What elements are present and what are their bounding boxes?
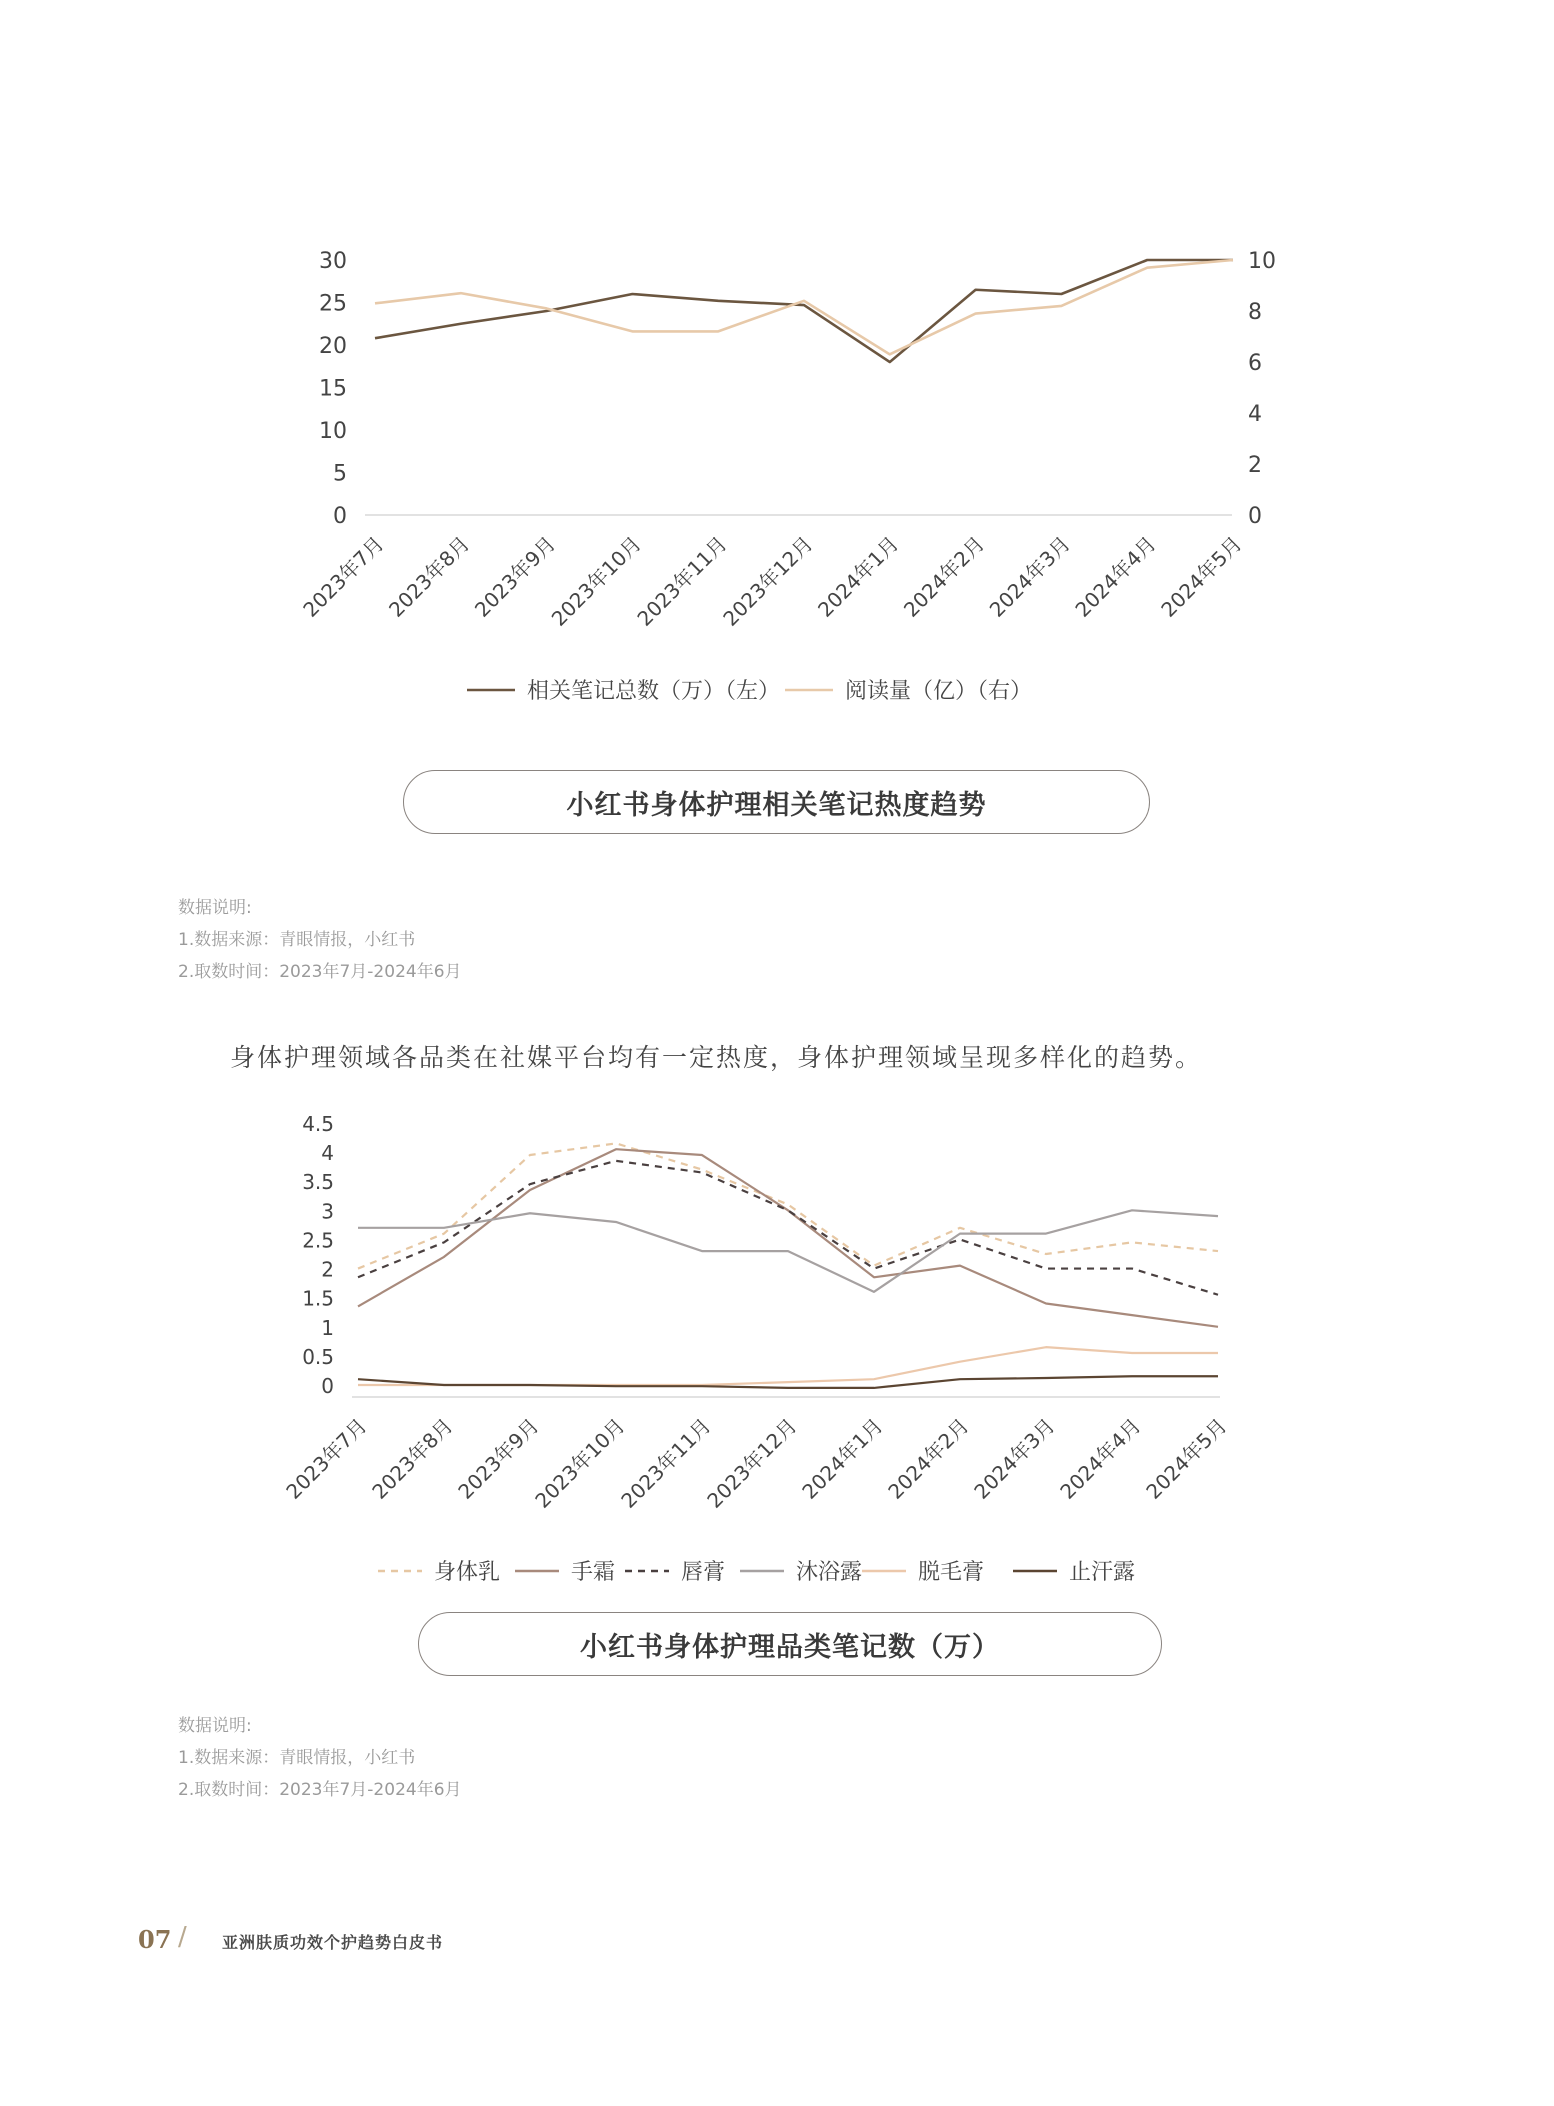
- data-notes-2: [178, 1710, 462, 1806]
- y-tick-label: 1: [321, 1315, 334, 1340]
- x-tick-label: 2023年12月: [718, 531, 818, 631]
- chart2-caption: 小红书身体护理品类笔记数（万）: [418, 1612, 1162, 1676]
- series-line-lip-balm: [358, 1161, 1218, 1295]
- x-tick-label: 2024年4月: [1070, 531, 1161, 622]
- notes-title: 数据说明:: [178, 898, 252, 918]
- x-tick-label: 2023年9月: [469, 531, 561, 622]
- y-right-tick-label: 6: [1248, 351, 1262, 376]
- y-left-tick-label: 25: [319, 291, 347, 317]
- y-tick-label: 3.5: [302, 1170, 334, 1195]
- y-tick-label: 0: [321, 1374, 334, 1398]
- legend-label: 唇膏: [681, 1560, 726, 1585]
- x-tick-label: 2024年5月: [1156, 531, 1247, 622]
- y-tick-label: 0.5: [302, 1344, 334, 1369]
- y-left-tick-label: 15: [319, 376, 347, 402]
- y-tick-label: 1.5: [302, 1286, 334, 1311]
- y-right-tick-label: 8: [1248, 300, 1262, 325]
- x-tick-label: 2023年9月: [453, 1413, 544, 1504]
- notes-period: 2.取数时间：2023年7月-2024年6月: [178, 962, 462, 982]
- series-line-hand-cream: [358, 1149, 1218, 1327]
- y-right-tick-label: 10: [1248, 249, 1276, 274]
- data-notes-1: [178, 892, 462, 988]
- legend-label: 相关笔记总数（万）（左）: [527, 679, 781, 704]
- x-tick-label: 2023年10月: [546, 531, 646, 631]
- y-right-tick-label: 0: [1248, 504, 1262, 529]
- category-notes-chart: [0, 1100, 1554, 1620]
- chart1-caption: 小红书身体护理相关笔记热度趋势: [403, 770, 1150, 834]
- summary-paragraph: 身体护理领域各品类在社媒平台均有一定热度，身体护理领域呈现多样化的趋势。: [230, 1043, 1203, 1072]
- x-tick-label: 2024年2月: [883, 1413, 974, 1504]
- document-title: 亚洲肤质功效个护趋势白皮书: [222, 1933, 444, 1952]
- legend-label: 手霜: [571, 1560, 616, 1585]
- x-tick-label: 2023年12月: [702, 1413, 802, 1513]
- series-line-body-lotion: [358, 1143, 1218, 1268]
- y-tick-label: 4.5: [302, 1112, 334, 1136]
- page-number: 07: [138, 1925, 172, 1954]
- y-tick-label: 2.5: [302, 1228, 334, 1253]
- x-tick-label: 2024年4月: [1055, 1413, 1146, 1504]
- series-line-read-count: [375, 260, 1233, 354]
- y-left-tick-label: 20: [319, 334, 347, 359]
- x-tick-label: 2024年2月: [898, 531, 990, 622]
- y-tick-label: 2: [321, 1257, 334, 1282]
- notes-source: 1.数据来源：青眼情报，小红书: [178, 1748, 416, 1768]
- series-line-notes-total: [375, 260, 1233, 362]
- x-tick-label: 2023年11月: [616, 1413, 716, 1513]
- y-left-tick-label: 30: [319, 249, 347, 274]
- legend-label: 止汗露: [1069, 1560, 1136, 1585]
- notes-source: 1.数据来源：青眼情报，小红书: [178, 930, 416, 950]
- x-tick-label: 2024年3月: [969, 1413, 1060, 1504]
- legend-label: 脱毛膏: [918, 1560, 985, 1585]
- legend-label: 沐浴露: [796, 1560, 863, 1585]
- x-tick-label: 2023年7月: [281, 1413, 372, 1504]
- x-tick-label: 2023年8月: [367, 1413, 458, 1504]
- x-tick-label: 2024年5月: [1141, 1413, 1232, 1504]
- legend-label: 身体乳: [434, 1560, 501, 1585]
- notes-trend-chart: [0, 200, 1554, 720]
- x-tick-label: 2024年3月: [984, 531, 1075, 622]
- x-tick-label: 2023年8月: [384, 531, 475, 622]
- legend-label: 阅读量（亿）（右）: [845, 679, 1033, 704]
- y-tick-label: 3: [321, 1199, 334, 1224]
- x-tick-label: 2023年10月: [530, 1413, 630, 1513]
- y-tick-label: 4: [321, 1141, 334, 1166]
- notes-title: 数据说明:: [178, 1716, 252, 1736]
- y-right-tick-label: 4: [1248, 402, 1262, 427]
- notes-period: 2.取数时间：2023年7月-2024年6月: [178, 1780, 462, 1800]
- series-line-hair-removal-cream: [358, 1347, 1218, 1385]
- x-tick-label: 2023年7月: [298, 531, 389, 622]
- y-right-tick-label: 2: [1248, 453, 1262, 478]
- y-left-tick-label: 0: [333, 504, 347, 529]
- y-left-tick-label: 10: [319, 419, 347, 444]
- x-tick-label: 2024年1月: [797, 1413, 888, 1504]
- x-tick-label: 2023年11月: [632, 531, 732, 631]
- x-tick-label: 2024年1月: [813, 531, 904, 622]
- y-left-tick-label: 5: [333, 461, 347, 487]
- footer-divider: /: [178, 1922, 187, 1952]
